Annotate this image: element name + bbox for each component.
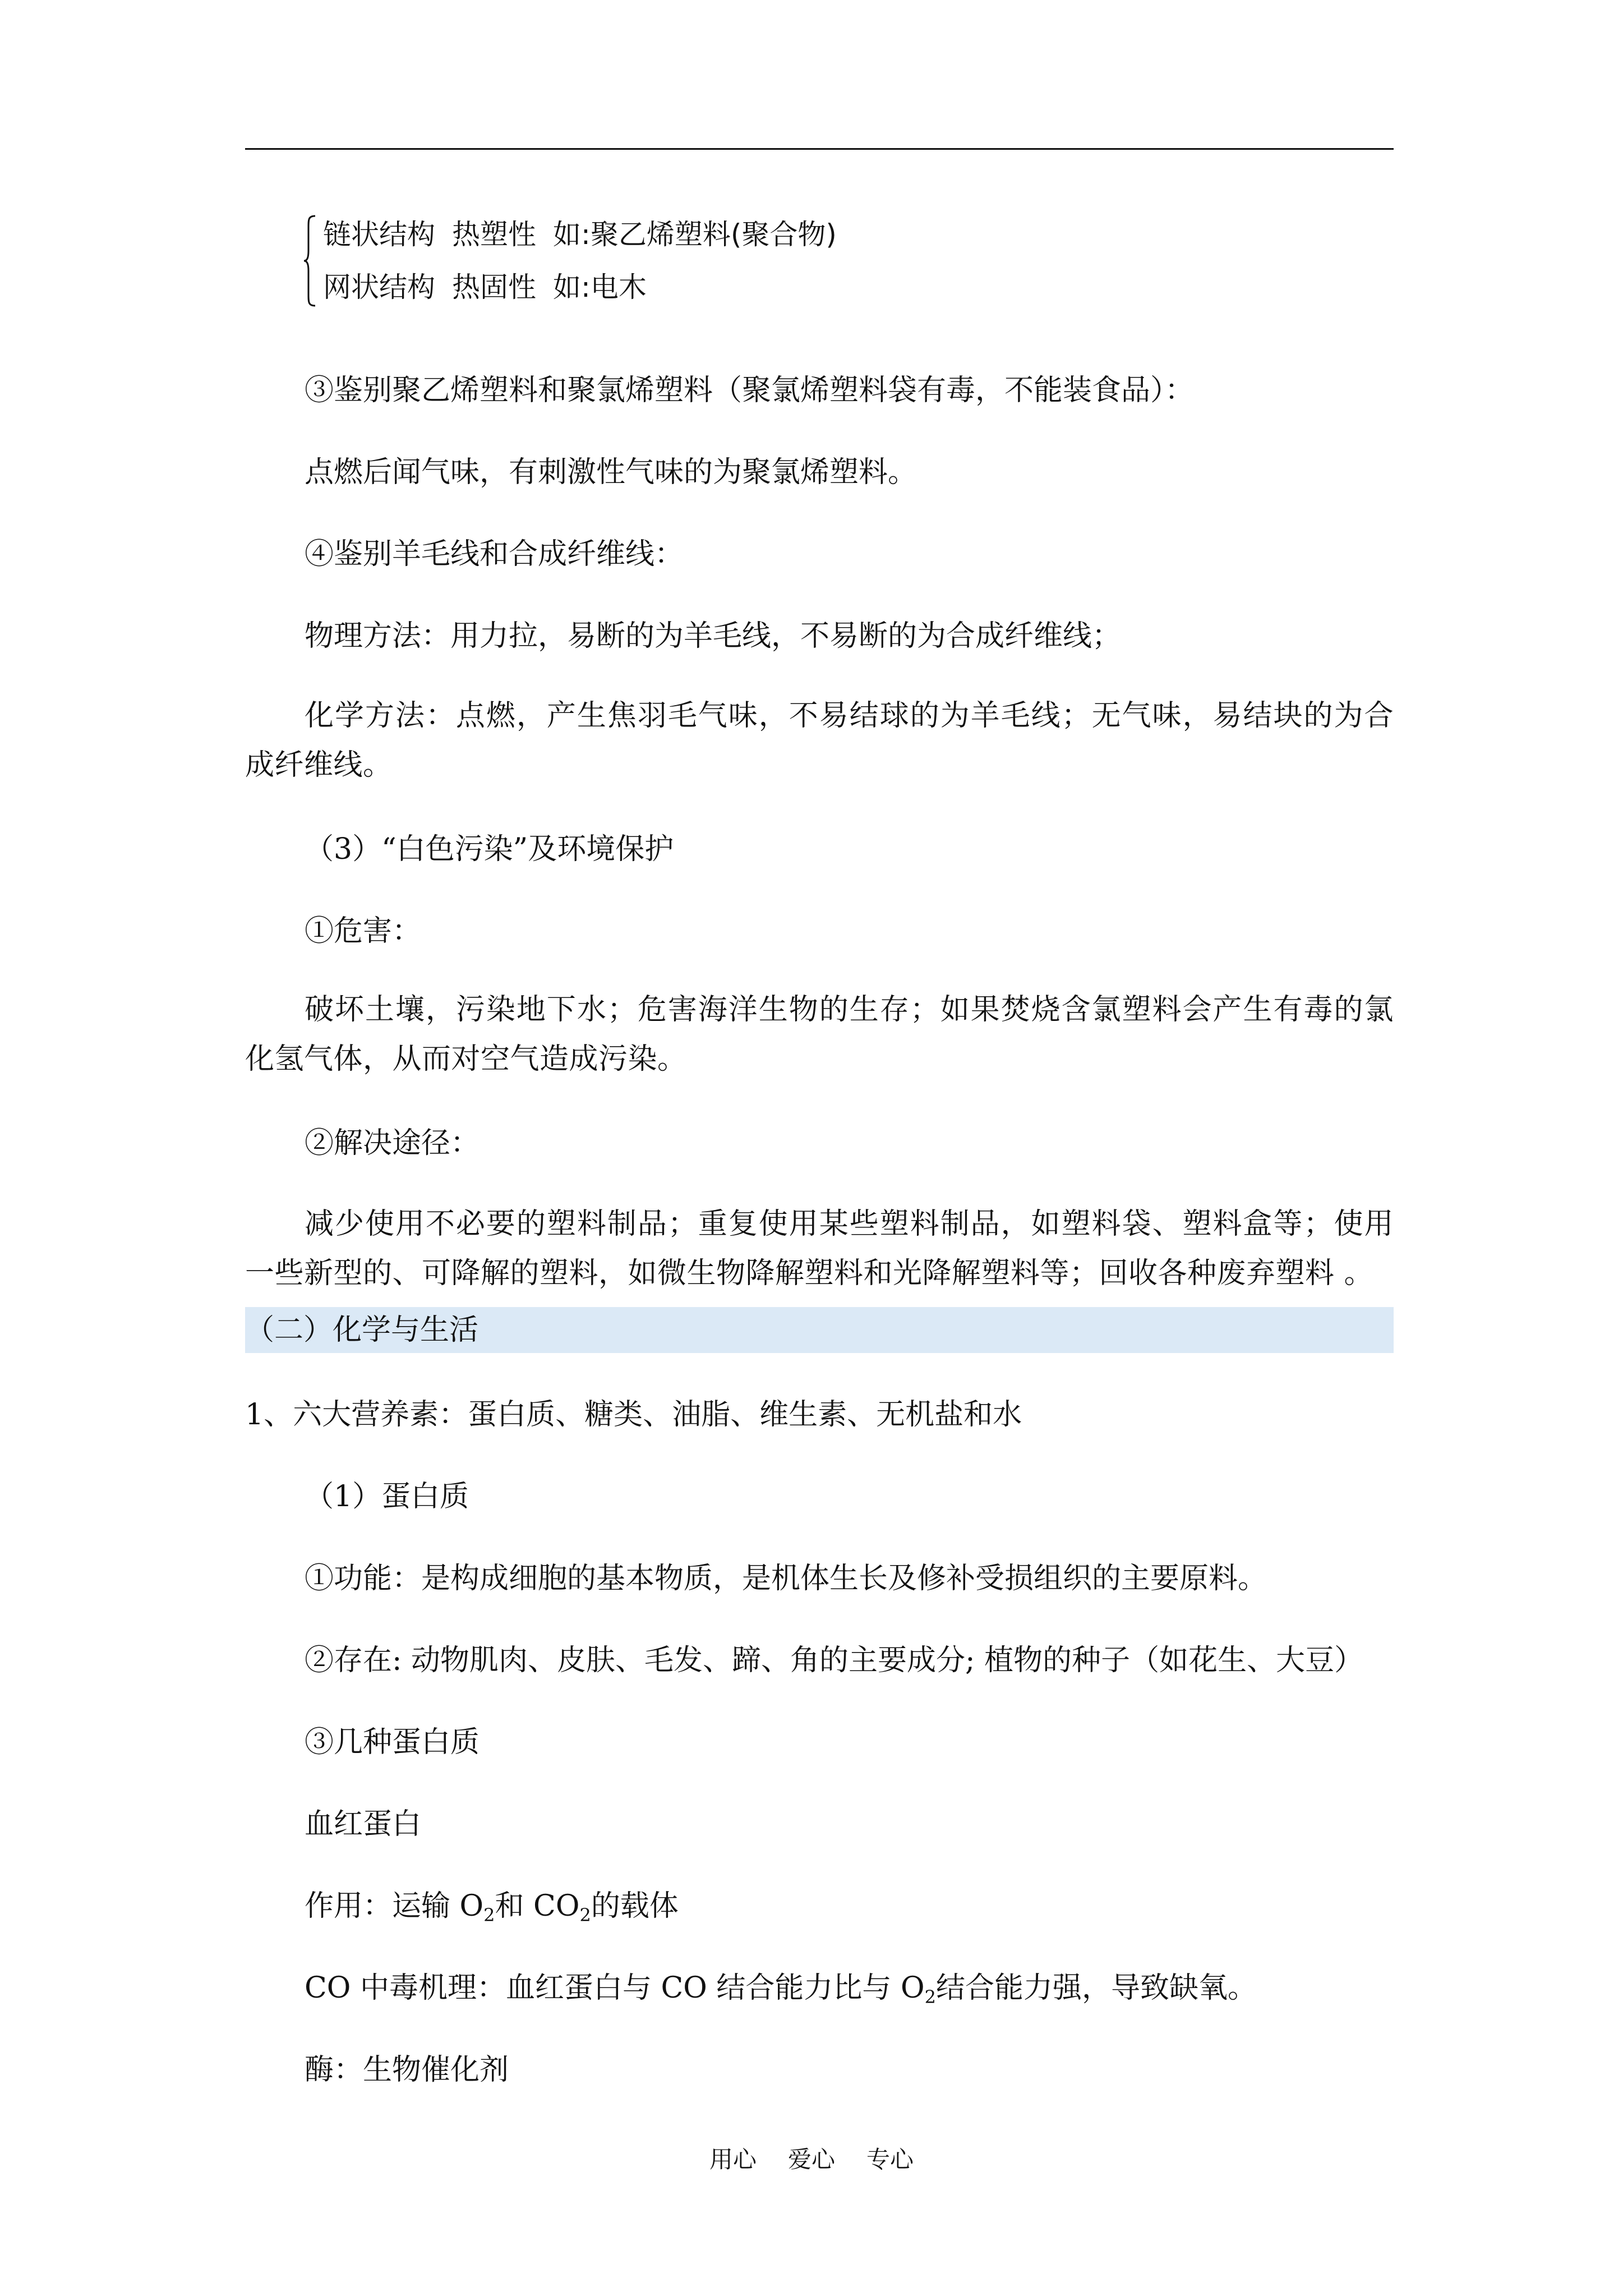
network-structure: 网状结构: [323, 271, 435, 303]
paragraph: 减少使用不必要的塑料制品；重复使用某些塑料制品，如塑料袋、塑料盒等；使用一些新型的、可降解的塑料，如微生物降解塑料和光降解塑料等；回收各种废弃塑料 。: [245, 1207, 1394, 1290]
paragraph: ④鉴别羊毛线和合成纤维线：: [305, 537, 684, 571]
paragraph: ②存在: 动物肌肉、皮肤、毛发、蹄、角的主要成分; 植物的种子（如花生、大豆）: [305, 1644, 1364, 1677]
paragraph-transport: [245, 1881, 1394, 1931]
paragraph: ①功能：是构成细胞的基本物质，是机体生长及修补受损组织的主要原料。: [305, 1562, 1267, 1595]
paragraph: 酶：生物催化剂: [305, 2053, 509, 2087]
left-brace-icon: [303, 214, 317, 308]
text-run: 和 CO: [495, 1889, 580, 1923]
paragraph-co-poisoning: [245, 1963, 1394, 2013]
text-run: 作用：运输 O: [305, 1889, 484, 1923]
footer-text: 专心: [866, 2146, 914, 2173]
paragraph: 1、六大营养素：蛋白质、糖类、油脂、维生素、无机盐和水: [245, 1398, 1022, 1432]
paragraph: 点燃后闻气味，有刺激性气味的为聚氯烯塑料。: [305, 455, 917, 489]
chain-structure: 链状结构: [323, 218, 435, 251]
brace-row-chain: [323, 210, 854, 259]
subscript: 2: [579, 1904, 591, 1926]
paragraph: ①危害：: [305, 914, 422, 948]
subscript: 2: [483, 1904, 495, 1926]
paragraph: 破坏土壤，污染地下水；危害海洋生物的生存；如果焚烧含氯塑料会产生有毒的氯化氢气体，从而对空气造成污染。: [245, 993, 1394, 1076]
page-footer: [0, 2143, 1623, 2177]
section-heading: （二）化学与生活: [245, 1307, 1394, 1353]
paragraph: 物理方法：用力拉，易断的为羊毛线，不易断的为合成纤维线；: [305, 619, 1122, 653]
thermoset: 热固性: [452, 271, 536, 303]
paragraph: ③鉴别聚乙烯塑料和聚氯烯塑料（聚氯烯塑料袋有毒，不能装食品）：: [305, 374, 1195, 407]
text-run: CO 中毒机理：血红蛋白与 CO 结合能力比与 O: [305, 1971, 925, 2005]
paragraph: 化学方法：点燃，产生焦羽毛气味，不易结球的为羊毛线；无气味，易结块的为合成纤维线。: [245, 699, 1394, 782]
paragraph: （3）“白色污染”及环境保护: [305, 832, 674, 866]
paragraph: ②解决途径：: [305, 1126, 480, 1160]
paragraph: （1）蛋白质: [305, 1480, 469, 1513]
text-run: 的载体: [591, 1889, 679, 1923]
subscript: 2: [924, 1986, 936, 2008]
footer-text: 用心: [709, 2146, 757, 2173]
text-run: 结合能力强，导致缺氧。: [935, 1971, 1257, 2005]
header-rule: [245, 148, 1394, 150]
footer-text: 爱心: [787, 2146, 835, 2173]
paragraph: ③几种蛋白质: [305, 1726, 480, 1759]
chain-example: 如:聚乙烯塑料(聚合物): [553, 218, 837, 251]
thermoplastic: 热塑性: [452, 218, 536, 251]
paragraph: 血红蛋白: [305, 1807, 422, 1841]
brace-row-network: [323, 263, 854, 311]
polymer-structure-brace: [303, 210, 854, 311]
network-example: 如:电木: [553, 271, 647, 303]
